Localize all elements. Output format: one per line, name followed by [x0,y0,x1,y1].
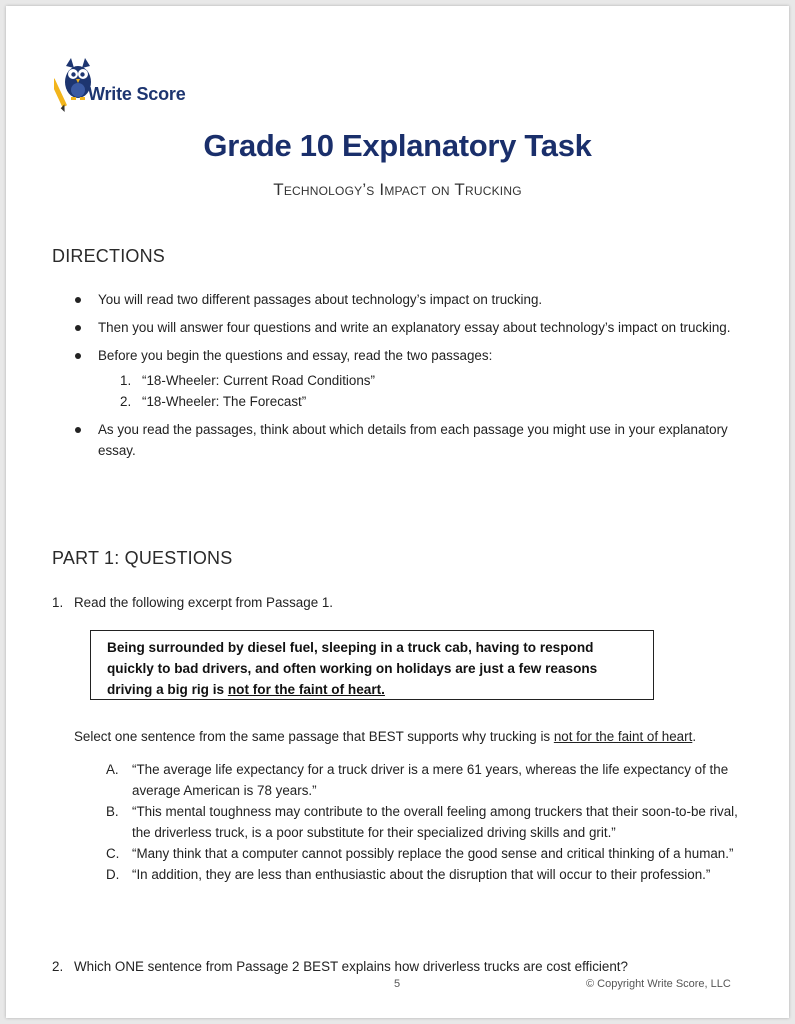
answer-choice-b[interactable]: B. “This mental toughness may contribute to the overall feeling among truckers that their soon-to-be rival, the driverless truck, is a poor substitute for their specialized driving skills and grit.” [106,804,738,840]
list-item: You will read two different passages about technology’s impact on trucking. [72,289,742,310]
list-item: Then you will answer four questions and write an explanatory essay about technology’s impact on trucking. [72,317,742,338]
brand-name: Write Score [88,84,186,104]
directions-list [72,289,742,468]
write-score-logo [54,56,204,116]
answer-choice-d[interactable]: D. “In addition, they are less than enthusiastic about the disruption that will occur to their profession.” [106,867,711,882]
list-item: As you read the passages, think about which details from each passage you might use in your explanatory essay. [72,419,742,461]
page-number: 5 [394,978,401,990]
part1-heading: PART 1: QUESTIONS [52,548,233,568]
page-title: Grade 10 Explanatory Task [203,128,592,163]
excerpt-box: Being surrounded by diesel fuel, sleeping in a truck cab, having to respond quickly to bad drivers, and often working on holidays are just a few reasons driving a big rig is not for the faint of heart. [90,630,654,700]
copyright-notice: © Copyright Write Score, LLC [586,978,731,990]
question-1-instruction: Select one sentence from the same passage that BEST supports why trucking is not for the faint of heart. [74,729,697,744]
passage-list [98,370,742,412]
list-item: 2. “18-Wheeler: The Forecast” [120,394,307,409]
answer-choice-a[interactable]: A. “The average life expectancy for a truck driver is a mere 61 years, whereas the life expectancy of the average American is 78 years.” [106,762,729,798]
answer-choice-c[interactable]: C. “Many think that a computer cannot possibly replace the good sense and critical thinking of a human.” [106,846,734,861]
document-page: Write Score Grade 10 Explanatory Task Technology’s Impact on Trucking DIRECTIONS You will read two different passages about technology’s impact on trucking. Then you will answer four questions and write an explanatory essay about technology’s impact on trucking. Before you begin the questions and essay, read the two passages: 1. “18-Wheeler: Current Road Conditions” 2. “18-Wheeler: The Forecast” As you read the passages, think about which details from each passage you might use in your explanatory essay. PART 1: QUESTIONS 1. Read the following excerpt from Passage 1. Being surrounded by diesel fuel, sleeping in a truck cab, having to respond quickly to bad drivers, and often working on holidays are just a few reasons driving a big rig is not for the faint of heart. Select one sentence from the same passage that BEST supports why trucking is not for the faint of heart. A. “The average life expectancy for a truck driver is a mere 61 years, whereas the life expectancy of the average American is 78 years.” B. “This mental toughness may contribute to the overall feeling among truckers that their soon-to-be rival, the driverless truck, is a poor substitute for their specialized driving skills and grit.” C. “Many think that a computer cannot possibly replace the good sense and critical thinking of a human.” D. “In addition, they are less than enthusiastic about the disruption that will occur to their profession.” 2. Which ONE sentence from Passage 2 BEST explains how driverless trucks are cost efficient? 5 © Copyright Write Score, LLC [6,6,789,1018]
list-item: 1. “18-Wheeler: Current Road Conditions” [120,373,375,388]
answer-choices [106,759,746,885]
list-item: Before you begin the questions and essay, read the two passages: 1. “18-Wheeler: Current Road Conditions” 2. “18-Wheeler: The Forecast” [72,345,742,412]
directions-heading: DIRECTIONS [52,246,166,266]
page-subtitle: Technology’s Impact on Trucking [273,180,522,199]
